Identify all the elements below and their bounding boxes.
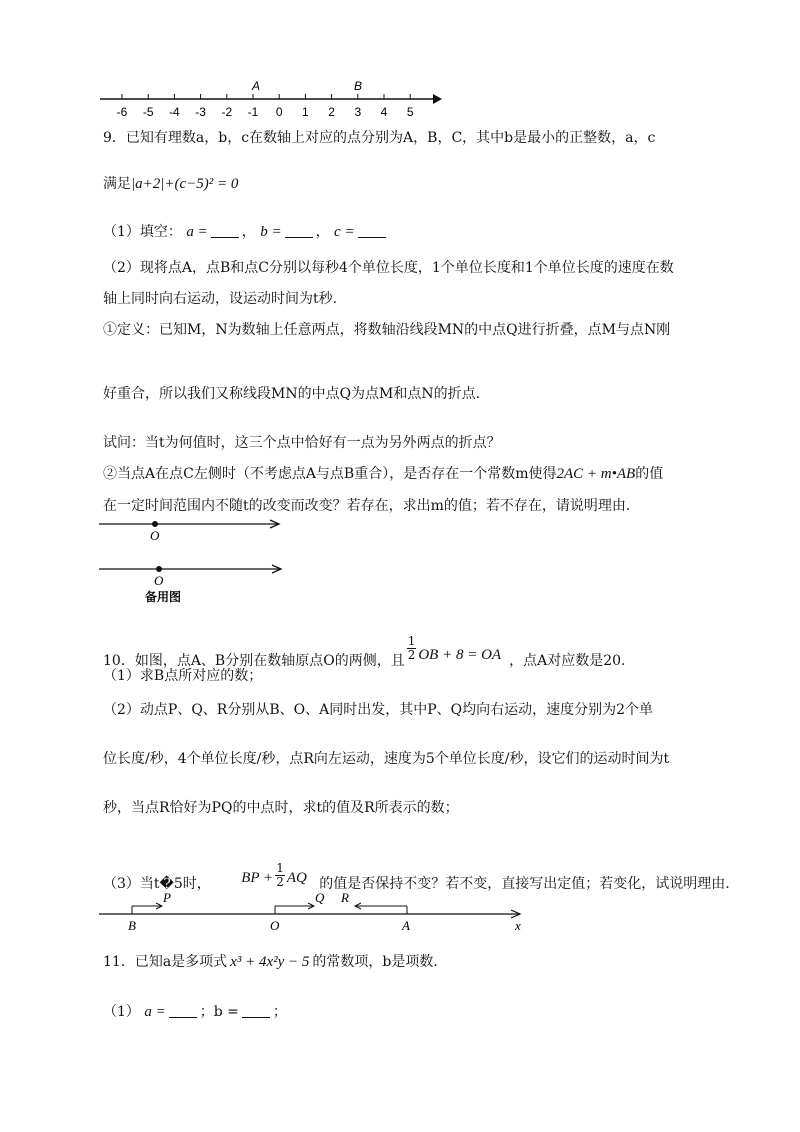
axis-tick-label: -6 (116, 105, 128, 119)
q9-sub2-formula: 2AC + m•AB (556, 466, 636, 482)
q10-line1-text-b: ，点A对应数是20. (509, 653, 626, 669)
q9-part1: （1）填空： a = ， b = ， c = (103, 222, 389, 242)
q9-sub2-line2: 在一定时间范围内不随t的改变而改变？若存在，求出m的值；若不存在，请说明理由. (103, 498, 631, 514)
q10-part3-text-b: 的值是否保持不变？若不变，直接写出定值；若变化，试说明理由. (319, 876, 730, 892)
q11-b-eq: ；b = (199, 1004, 239, 1020)
q9-c-eq: c = (334, 224, 355, 240)
q9-definition-line2: 好重合，所以我们又称线段MN的中点Q为点M和点N的折点. (103, 386, 481, 402)
q9-definition-line1: ①定义：已知M，N为数轴上任意两点，将数轴沿线段MN的中点Q进行折叠，点M与点N刚 (103, 322, 671, 338)
axis-tick-label: 4 (380, 105, 388, 119)
q10-relation-formula: OB + 8 = OA (418, 647, 502, 663)
point-b-label: B (354, 79, 363, 93)
q10-half-fraction (407, 635, 417, 662)
top-number-line (95, 76, 445, 122)
q9-line2-prefix: 满足 (103, 176, 131, 192)
q10-part2-line2: 位长度/秒，4个单位长度/秒，点R向左运动，速度为5个单位长度/秒，设它们的运动时间为t (103, 751, 670, 767)
q10-part3-frac-den: 2 (276, 875, 284, 889)
q11-text-a: 11．已知a是多项式 (103, 954, 228, 970)
q11-line1 (103, 952, 438, 972)
q10-label-x: x (515, 918, 521, 933)
q11-a-blank[interactable] (169, 1003, 197, 1018)
q10-label-a: A (402, 918, 410, 933)
q10-part3-fraction (275, 862, 285, 889)
q10-part1: （1）求B点所对应的数； (103, 668, 263, 684)
fig2-caption: 备用图 (145, 590, 182, 604)
q9-figure-2 (95, 559, 295, 607)
q11-a-eq: a = (144, 1004, 166, 1020)
q9-a-blank[interactable] (211, 223, 239, 238)
q9-sub2-text-a: ②当点A在点C左侧时（不考虑点A与点B重合），是否存在一个常数m使得 (103, 466, 557, 482)
q10-label-o: O (270, 918, 280, 933)
axis-tick-label: -5 (142, 105, 154, 119)
fig1-origin-dot (152, 521, 158, 527)
q10-part3-formula-right: AQ (286, 870, 307, 886)
q9-b-eq: b = (260, 224, 282, 240)
q10-part3-text-a: （3）当t�5时， (103, 876, 211, 892)
q9-part2-line1: （2）现将点A，点B和点C分别以每秒4个单位长度，1个单位长度和1个单位长度的速度在数 (103, 260, 674, 276)
q11-b-blank[interactable] (242, 1003, 270, 1018)
q10-label-r: R (341, 890, 349, 905)
q9-sub2-line1 (103, 464, 663, 484)
q9-sub2-text-b: 的值 (635, 466, 664, 482)
q10-frac-den: 2 (407, 648, 416, 662)
axis-tick-label: 2 (328, 105, 335, 119)
q11-polynomial: x³ + 4x²y − 5 (230, 954, 310, 970)
q9-part2-line2: 轴上同时向右运动，设运动时间为t秒. (103, 291, 338, 307)
q11-text-b: 的常数项，b是项数. (312, 954, 438, 970)
q9-condition-formula: |a+2|+(c−5)² = 0 (131, 176, 239, 192)
q10-part2-line3: 秒，当点R恰好为PQ的中点时，求t的值及R所表示的数； (103, 800, 459, 816)
q9-c-blank[interactable] (358, 223, 386, 238)
q10-line1-text-a: 10．如图，点A、B分别在数轴原点O的两侧，且 (103, 653, 405, 669)
axis-tick-label: -3 (195, 105, 206, 119)
axis-tick-label: 5 (406, 105, 414, 119)
q10-label-q: Q (315, 890, 325, 905)
q10-part2-line1: （2）动点P、Q、R分别从B、O、A同时出发，其中P、Q均向右运动，速度分别为2个单 (103, 702, 654, 718)
fig2-origin-label: O (154, 573, 164, 588)
q9-question: 试问：当t为何值时，这三个点中恰好有一点为另外两点的折点？ (103, 435, 501, 451)
q10-frac-num: 1 (407, 634, 416, 648)
fig2-origin-dot (156, 566, 162, 572)
q11-part1-prefix: （1） (103, 1004, 140, 1020)
q10-label-b: B (128, 918, 136, 933)
q11-part1 (103, 1002, 287, 1022)
q9-part1-prefix: （1）填空： (103, 224, 182, 240)
fig1-origin-label: O (150, 528, 160, 543)
q9-line1: 9．已知有理数a，b，c在数轴上对应的点分别为A，B，C，其中b是最小的正整数，a，c (103, 130, 656, 146)
axis-tick-label: 3 (354, 105, 362, 119)
axis-arrow (433, 94, 442, 104)
q10-label-p: P (163, 890, 171, 905)
axis-tick-label: 0 (275, 105, 283, 119)
q10-part3-formula-left: BP + (241, 870, 274, 886)
axis-tick-label: 1 (302, 105, 309, 119)
point-a-label: A (252, 79, 261, 93)
axis-tick-label: -1 (247, 105, 259, 119)
axis-tick-label: -4 (169, 105, 180, 119)
axis-tick-label: -2 (221, 105, 233, 119)
q9-b-blank[interactable] (285, 223, 313, 238)
q9-figure-1 (95, 514, 295, 544)
q9-a-eq: a = (186, 224, 208, 240)
q11-end: ； (272, 1004, 287, 1020)
q10-part3-frac-num: 1 (276, 861, 284, 875)
q9-line2 (103, 174, 238, 194)
q10-figure (95, 888, 535, 936)
